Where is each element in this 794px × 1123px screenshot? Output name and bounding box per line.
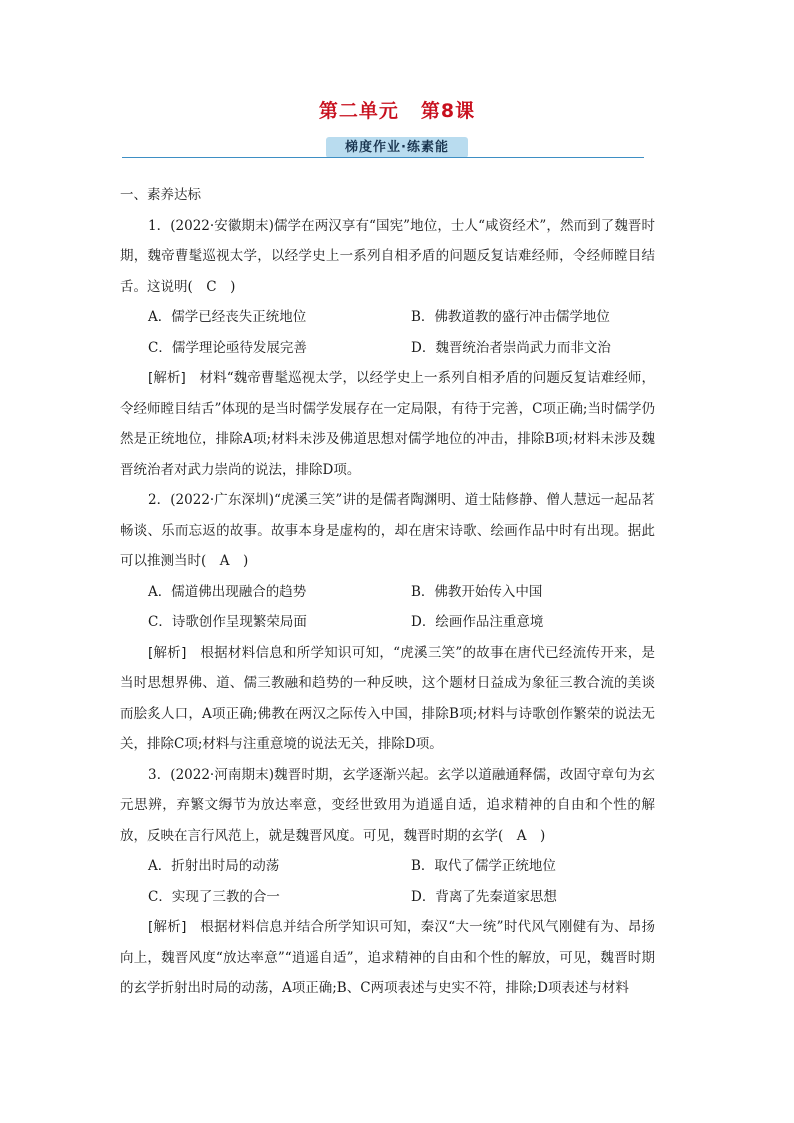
option-row	[120, 577, 655, 608]
explanation-text: 根据材料信息并结合所学知识可知，秦汉“大一统”时代风气刚健有为、昂扬向上，魏晋风度“放达率意”“逍遥自适”，追求精神的自由和个性的解放，可见，魏晋时期的玄学折射出时局的动荡，A项正确;B、C两项表述与史实不符，排除;D项表述与材料	[120, 919, 655, 996]
explanation-label: [解析]	[148, 919, 187, 935]
page-title	[0, 96, 794, 123]
option-a: A．儒学已经丧失正统地位	[148, 309, 307, 325]
option-b: B．佛教道教的盛行冲击儒学地位	[411, 309, 610, 325]
question-2	[120, 485, 655, 760]
option-c: C．实现了三教的合一	[148, 888, 280, 905]
explanation	[120, 912, 655, 1004]
option-row	[120, 607, 655, 638]
option-a: A．折射出时局的动荡	[148, 858, 280, 874]
question-stem: 1．(2022·安徽期末)儒学在两汉享有“国宪”地位，士人“咸资经术”，然而到了魏晋时期，魏帝曹髦巡视太学，以经学史上一系列自相矛盾的问题反复诘难经师，令经师瞠目结舌。这说明( C )	[120, 217, 655, 295]
option-d: D．魏晋统治者崇尚武力而非文治	[411, 339, 611, 356]
option-b: B．取代了儒学正统地位	[411, 858, 556, 874]
header-divider	[122, 157, 644, 158]
option-d: D．背离了先秦道家思想	[411, 888, 557, 905]
explanation-text: 材料“魏帝曹髦巡视太学，以经学史上一系列自相矛盾的问题反复诘难经师，令经师瞠目结舌”体现的是当时儒学发展存在一定局限，有待于完善，C项正确;当时儒学仍然是正统地位，排除A项;材料未涉及佛道思想对儒学地位的冲击，排除B项;材料未涉及魏晋统治者对武力崇尚的说法，排除D项。	[120, 370, 655, 478]
option-a: A．儒道佛出现融合的趋势	[148, 583, 307, 600]
option-row	[120, 851, 655, 882]
question-1	[120, 211, 655, 486]
unit-title: 第二单元	[318, 100, 399, 122]
explanation	[120, 638, 655, 760]
explanation	[120, 363, 655, 485]
option-row	[120, 302, 655, 333]
explanation-label: [解析]	[148, 644, 187, 661]
explanation-label: [解析]	[148, 370, 186, 386]
question-stem: 3．(2022·河南期末)魏晋时期，玄学逐渐兴起。玄学以道融通释儒，改固守章句为玄元思辨，弃繁文缛节为放达率意，变经世致用为逍遥自适，追求精神的自由和个性的解放，反映在言行风范上，就是魏晋风度。可见，魏晋时期的玄学( A )	[120, 766, 655, 844]
option-d: D．绘画作品注重意境	[411, 614, 544, 630]
section-heading: 一、素养达标	[120, 187, 201, 203]
option-row	[120, 882, 655, 913]
question-3	[120, 760, 655, 1004]
option-c: C．诗歌创作呈现繁荣局面	[148, 614, 307, 630]
option-row	[120, 333, 655, 364]
section-banner: 梯度作业·练素能	[326, 137, 468, 158]
lesson-title: 第8课	[420, 100, 476, 122]
explanation-text: 根据材料信息和所学知识可知，“虎溪三笑”的故事在唐代已经流传开来，是当时思想界佛、道、儒三教融和趋势的一种反映，这个题材日益成为象征三教合流的美谈而脍炙人口，A项正确;佛教在两汉之际传入中国，排除B项;材料与诗歌创作繁荣的说法无关，排除C项;材料与注重意境的说法无关，排除D项。	[120, 644, 655, 752]
question-content	[120, 180, 655, 1004]
option-b: B．佛教开始传入中国	[411, 583, 543, 600]
option-c: C．儒学理论亟待发展完善	[148, 339, 307, 356]
question-stem: 2．(2022·广东深圳)“虎溪三笑”讲的是儒者陶渊明、道士陆修静、僧人慧远一起品茗畅谈、乐而忘返的故事。故事本身是虚构的，却在唐宋诗歌、绘画作品中时有出现。据此可以推测当时( A )	[120, 492, 655, 569]
